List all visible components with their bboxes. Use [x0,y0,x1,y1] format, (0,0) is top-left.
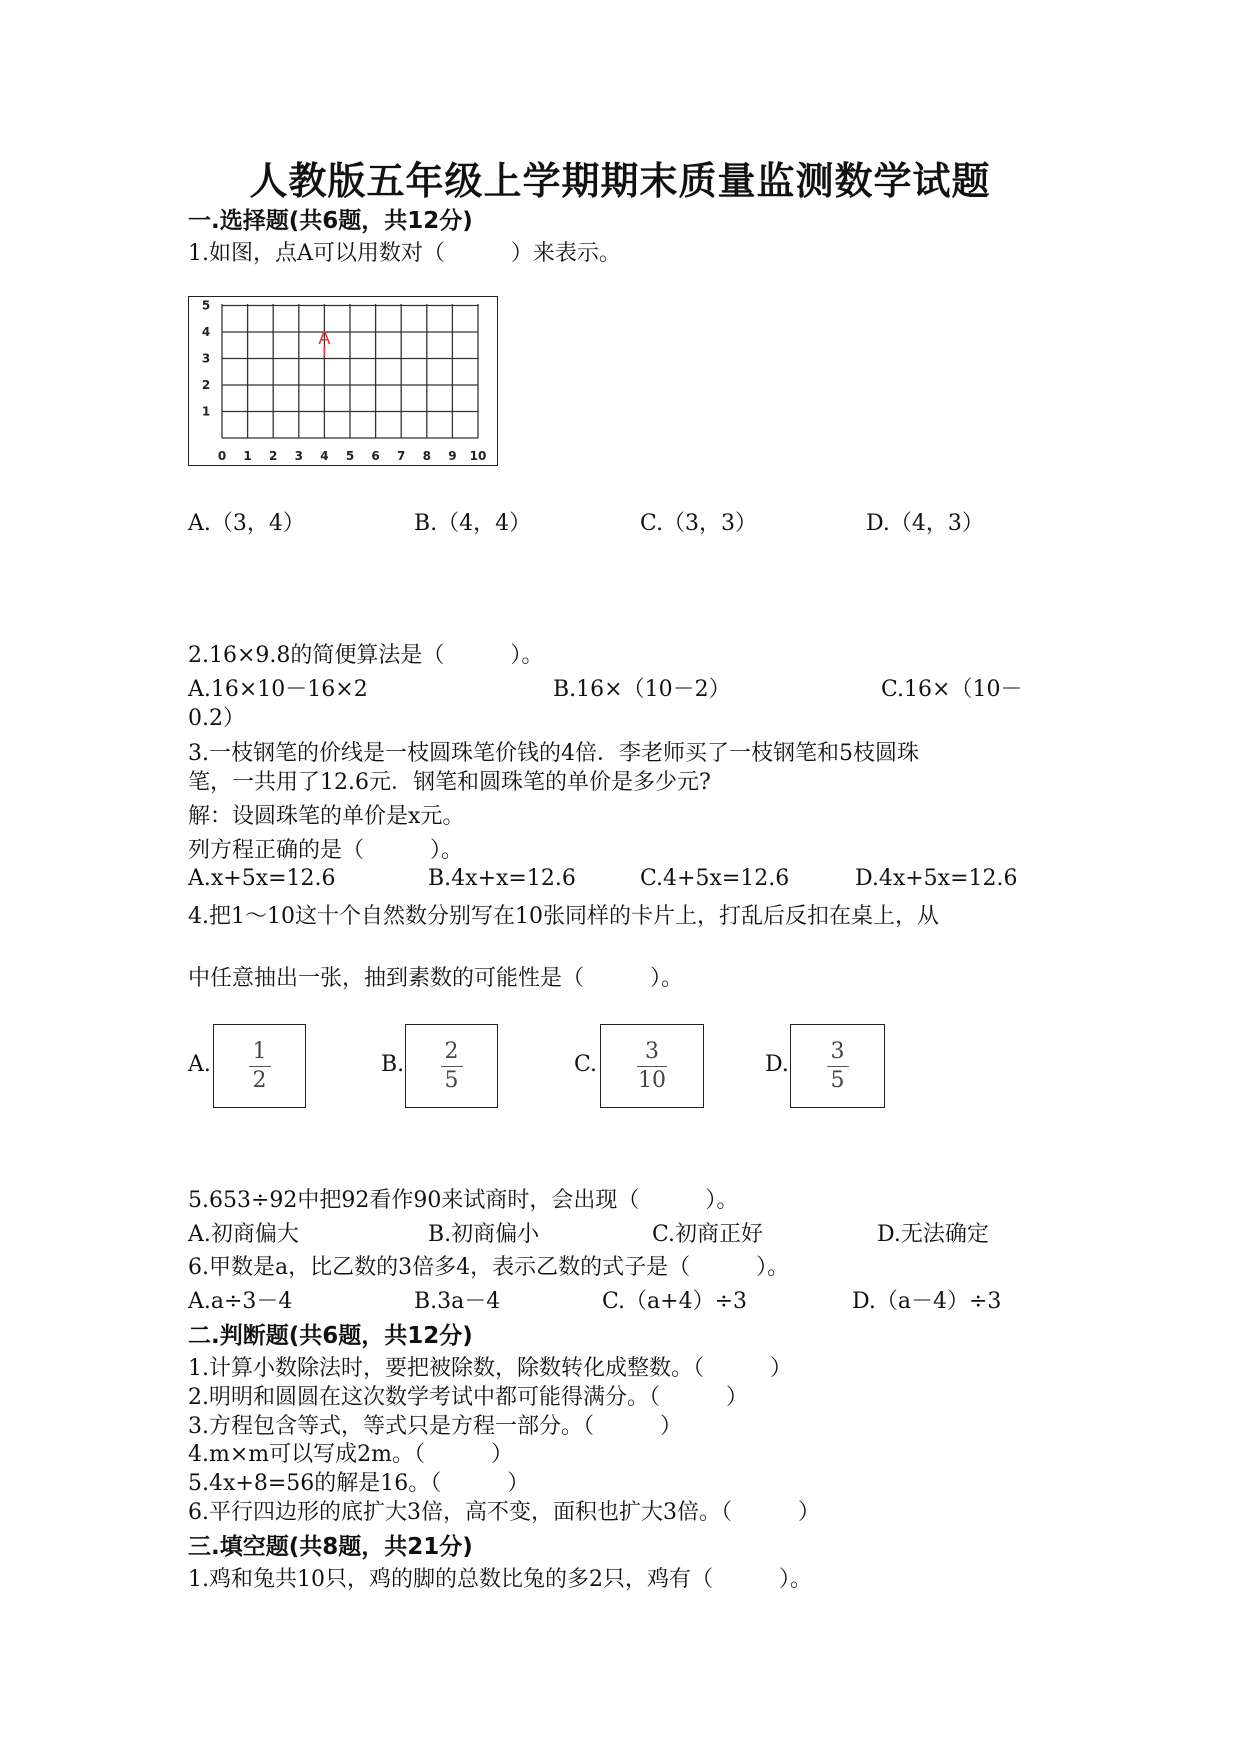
q1-option-d: D.（4，3） [866,511,984,536]
judge-item-6: 6.平行四边形的底扩大3倍，高不变，面积也扩大3倍。（ ） [188,1500,820,1525]
fraction-b-numerator: 2 [444,1038,459,1064]
q5-stem: 5.653÷92中把92看作90来试商时，会出现（ ）。 [188,1188,739,1213]
x-tick-label: 2 [269,449,278,463]
x-tick-label: 1 [243,449,252,463]
fraction-d-numerator: 3 [830,1038,845,1064]
q2-option-c: C.16×（10－ [881,677,1023,702]
x-tick-label: 7 [397,449,406,463]
x-tick-label: 10 [469,449,487,463]
fraction-a [249,1040,271,1093]
coordinate-grid [189,297,499,467]
q2-stem: 2.16×9.8的简便算法是（ ）。 [188,643,544,668]
q5-option-c: C.初商正好 [652,1222,764,1247]
section-heading-fill: 三.填空题(共8题，共21分) [188,1534,473,1560]
y-tick-label: 1 [201,404,211,419]
q5-option-a: A.初商偏大 [188,1222,299,1247]
y-tick-label: 5 [201,298,211,313]
q6-stem: 6.甲数是a，比乙数的3倍多4，表示乙数的式子是（ ）。 [188,1255,790,1280]
judge-item-1: 1.计算小数除法时，要把被除数，除数转化成整数。（ ） [188,1356,792,1381]
q4-option-d-box [790,1024,885,1108]
x-tick-label: 9 [448,449,457,463]
q3-line-3: 解：设圆珠笔的单价是x元。 [188,804,465,829]
fill-item-1: 1.鸡和兔共10只，鸡的脚的总数比兔的多2只，鸡有（ ）。 [188,1567,812,1592]
q3-line-2: 笔，一共用了12.6元．钢笔和圆珠笔的单价是多少元? [188,770,711,795]
q1-option-b: B.（4，4） [414,511,532,536]
q3-option-a: A.x+5x=12.6 [188,866,336,891]
fraction-c [637,1040,667,1093]
fraction-a-denominator: 2 [252,1067,267,1093]
judge-item-4: 4.m×m可以写成2m。（ ） [188,1442,514,1467]
q1-option-c: C.（3，3） [640,511,758,536]
q6-option-b: B.3a－4 [414,1289,501,1314]
y-tick-label: 3 [201,351,211,366]
q1-option-a: A.（3，4） [188,511,305,536]
section-heading-judge: 二.判断题(共6题，共12分) [188,1323,473,1349]
q4-option-c-box [600,1024,704,1108]
fraction-c-denominator: 10 [638,1067,666,1093]
y-tick-label: 2 [201,378,211,392]
q6-option-a: A.a÷3－4 [188,1289,293,1314]
q4-option-d-label: D. [765,1052,789,1077]
q6-option-d: D.（a－4）÷3 [852,1289,1002,1314]
x-tick-label: 6 [371,449,380,463]
q3-option-b: B.4x+x=12.6 [428,866,576,891]
q4-option-a-label: A. [188,1052,211,1077]
q3-option-d: D.4x+5x=12.6 [855,866,1018,891]
point-a-label: A [318,328,331,349]
fraction-d-denominator: 5 [830,1067,845,1093]
x-tick-label: 8 [422,449,431,463]
fraction-c-numerator: 3 [645,1038,659,1064]
q3-line-4: 列方程正确的是（ ）。 [188,838,464,863]
q3-option-c: C.4+5x=12.6 [640,866,790,891]
fraction-a-numerator: 1 [252,1038,267,1064]
q2-option-a: A.16×10－16×2 [188,677,368,702]
x-tick-label: 3 [294,449,303,463]
q4-line-1: 4.把1～10这十个自然数分别写在10张同样的卡片上，打乱后反扣在桌上，从 [188,904,939,929]
q4-option-b-label: B. [381,1052,405,1077]
y-tick-label: 4 [201,325,211,339]
q5-option-d: D.无法确定 [877,1222,989,1247]
q4-line-2: 中任意抽出一张，抽到素数的可能性是（ ）。 [188,966,684,991]
fraction-b [441,1040,463,1093]
x-tick-label: 4 [320,449,329,463]
x-tick-label: 5 [345,449,355,463]
q4-option-a-box [213,1024,306,1108]
fraction-b-denominator: 5 [444,1067,459,1093]
judge-item-5: 5.4x+8=56的解是16。（ ） [188,1471,530,1496]
q1-stem: 1.如图，点A可以用数对（ ）来表示。 [188,241,621,266]
page-title: 人教版五年级上学期期末质量监测数学试题 [249,158,991,203]
section-heading-choice: 一.选择题(共6题，共12分) [188,208,473,234]
q6-option-c: C.（a+4）÷3 [602,1289,748,1314]
q2-option-b: B.16×（10－2） [553,677,731,702]
q4-option-c-label: C. [574,1052,598,1077]
coordinate-grid-figure [188,296,498,466]
q5-option-b: B.初商偏小 [428,1222,540,1247]
judge-item-3: 3.方程包含等式，等式只是方程一部分。（ ） [188,1414,682,1439]
judge-item-2: 2.明明和圆圆在这次数学考试中都可能得满分。（ ） [188,1385,748,1410]
q2-option-c-wrap: 0.2） [188,706,245,731]
q3-line-1: 3.一枝钢笔的价线是一枝圆珠笔价钱的4倍．李老师买了一枝钢笔和5枝圆珠 [188,741,919,766]
fraction-d [827,1040,849,1093]
x-tick-label: 0 [217,449,227,463]
q4-option-b-box [405,1024,498,1108]
